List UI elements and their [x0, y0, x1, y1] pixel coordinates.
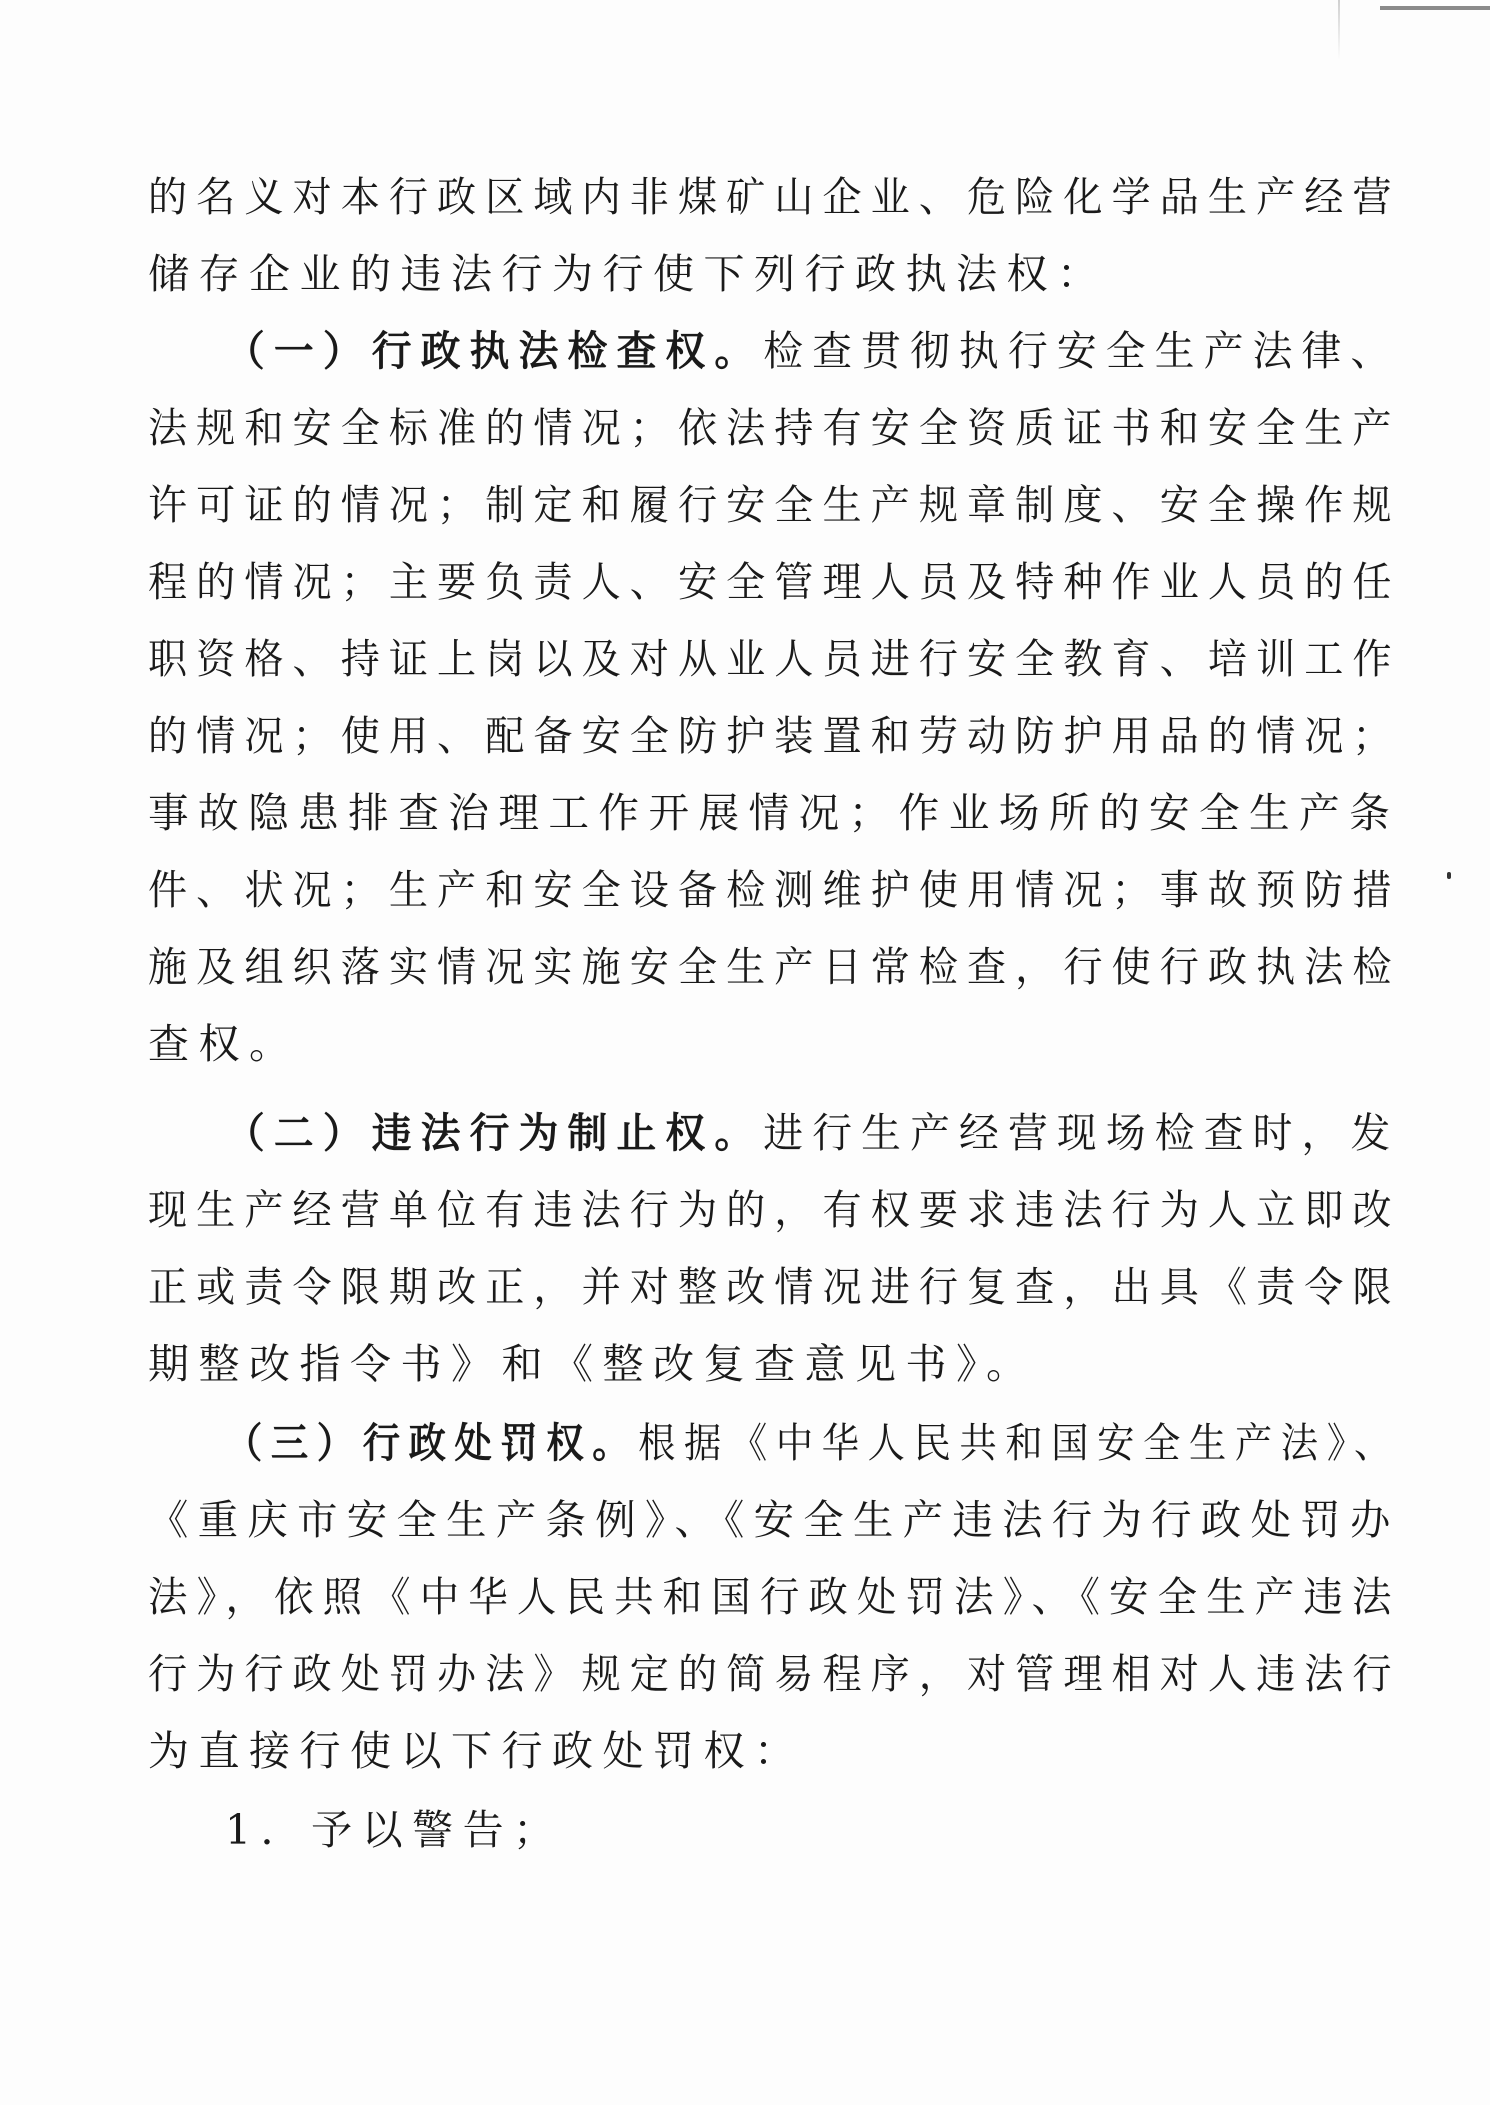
body-line: 正或责令限期改正，并对整改情况进行复查，出具《责令限	[148, 1263, 1401, 1311]
body-line: 的名义对本行政区域内非煤矿山企业、危险化学品生产经营	[148, 173, 1401, 221]
body-line: 职资格、持证上岗以及对从业人员进行安全教育、培训工作	[148, 635, 1401, 683]
body-line: 行为行政处罚办法》规定的简易程序，对管理相对人违法行	[148, 1650, 1401, 1698]
section-1-first-line	[225, 326, 1399, 376]
body-line: 《重庆市安全生产条例》、《安全生产违法行为行政处罚办	[148, 1496, 1400, 1544]
scan-edge-mark	[1380, 6, 1490, 10]
body-line: 为直接行使以下行政处罚权：	[148, 1727, 805, 1775]
section-2-text: 进行生产经营现场检查时，发	[763, 1109, 1400, 1157]
section-3-text: 根据《中华人民共和国安全生产法》、	[638, 1419, 1400, 1467]
section-2-heading: （二）违法行为制止权。	[225, 1109, 764, 1157]
body-line: 事故隐患排查治理工作开展情况；作业场所的安全生产条	[148, 789, 1400, 837]
body-line: 程的情况；主要负责人、安全管理人员及特种作业人员的任	[148, 558, 1401, 606]
body-line: 查权。	[148, 1020, 300, 1068]
body-line: 许可证的情况；制定和履行安全生产规章制度、安全操作规	[148, 481, 1401, 529]
body-line: 期整改指令书》和《整改复查意见书》。	[148, 1340, 1037, 1388]
scan-speck	[1447, 872, 1451, 879]
section-3-heading: （三）行政处罚权。	[225, 1419, 639, 1467]
body-line: 施及组织落实情况实施安全生产日常检查，行使行政执法检	[148, 943, 1401, 991]
section-2-first-line	[225, 1108, 1399, 1158]
body-line: 法规和安全标准的情况；依法持有安全资质证书和安全生产	[148, 404, 1401, 452]
body-line: 法》，依照《中华人民共和国行政处罚法》、《安全生产违法	[148, 1573, 1401, 1621]
section-3-first-line	[225, 1418, 1400, 1468]
body-line: 件、状况；生产和安全设备检测维护使用情况；事故预防措	[148, 866, 1401, 914]
body-line: 储存企业的违法行为行使下列行政执法权：	[148, 250, 1108, 298]
body-line: 的情况；使用、配备安全防护装置和劳动防护用品的情况；	[148, 712, 1401, 760]
section-1-heading: （一）行政执法检查权。	[225, 327, 764, 375]
body-line: 现生产经营单位有违法行为的，有权要求违法行为人立即改	[148, 1186, 1401, 1234]
list-item: 1．予以警告；	[225, 1806, 564, 1854]
scan-edge-shadow	[1338, 0, 1340, 60]
section-1-text: 检查贯彻执行安全生产法律、	[763, 327, 1400, 375]
